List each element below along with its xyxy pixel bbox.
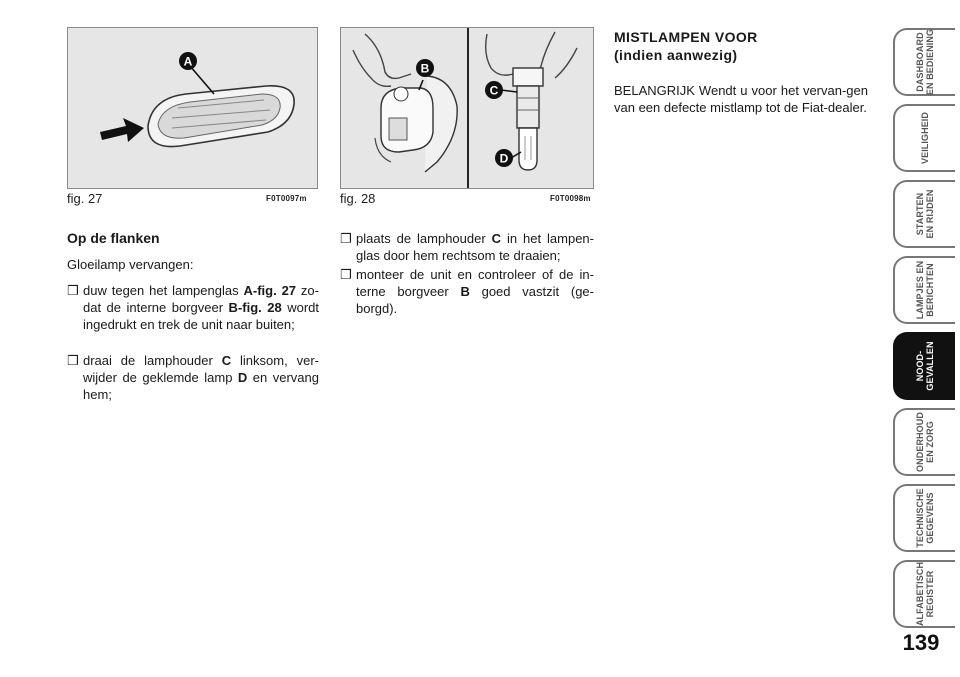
list-item: ❒ plaats de lamphouder C in het lampen-glas door hem rechtsom te draaien; bbox=[340, 231, 594, 263]
checkbox-bullet-icon: ❒ bbox=[340, 231, 352, 246]
section-heading-flanks: Op de flanken bbox=[67, 230, 160, 246]
list-item: ❒ monteer de unit en controleer of de in-terne borgveer B goed vastzit (ge-borgd). bbox=[340, 267, 594, 316]
tab-dashboard[interactable]: DASHBOARD EN BEDIENING bbox=[893, 28, 955, 96]
fig28-code: F0T0098m bbox=[550, 194, 591, 203]
fig28-label-c: C bbox=[489, 83, 499, 98]
figure-27 bbox=[67, 27, 318, 189]
tab-emergencies[interactable]: NOOD- GEVALLEN bbox=[893, 332, 955, 400]
fig27-caption: fig. 27 bbox=[67, 191, 103, 206]
list-item: ❒ draai de lamphouder C linksom, ver-wijder de geklemde lamp D en vervang hem; bbox=[67, 353, 320, 402]
fig27-code: F0T0097m bbox=[266, 194, 307, 203]
page-number: 139 bbox=[902, 630, 940, 655]
fig28-label-b: B bbox=[420, 61, 430, 76]
tab-lights-messages[interactable]: LAMPJES EN BERICHTEN bbox=[893, 256, 955, 324]
side-lamp-illustration bbox=[68, 28, 318, 189]
tab-alphabetical-index[interactable]: ALFABETISCH REGISTER bbox=[893, 560, 955, 628]
figure-28 bbox=[340, 27, 594, 189]
tab-maintenance[interactable]: ONDERHOUD EN ZORG bbox=[893, 408, 955, 476]
subheading-bulb-replace: Gloeilamp vervangen: bbox=[67, 257, 194, 272]
tab-technical-data[interactable]: TECHNISCHE GEGEVENS bbox=[893, 484, 955, 552]
section-subtitle-if-present: (indien aanwezig) bbox=[614, 47, 738, 63]
lamp-holder-illustration bbox=[341, 28, 594, 189]
push-arrow-icon bbox=[100, 118, 144, 142]
fig28-caption: fig. 28 bbox=[340, 191, 376, 206]
fig27-label-a: A bbox=[183, 54, 193, 69]
tab-safety[interactable]: VEILIGHEID bbox=[893, 104, 955, 172]
tab-start-driving[interactable]: STARTEN EN RIJDEN bbox=[893, 180, 955, 248]
section-title-fog-lamps: MISTLAMPEN VOOR bbox=[614, 29, 758, 45]
checkbox-bullet-icon: ❒ bbox=[67, 283, 79, 298]
list-item: ❒ duw tegen het lampenglas A-fig. 27 zo-dat de interne borgveer B-fig. 28 wordt ingedrukt en trek de unit naar buiten; bbox=[67, 283, 319, 332]
fig28-label-d: D bbox=[499, 151, 509, 166]
checkbox-bullet-icon: ❒ bbox=[67, 353, 79, 368]
checkbox-bullet-icon: ❒ bbox=[340, 267, 352, 282]
important-note: BELANGRIJK Wendt u voor het vervan-gen van een defecte mistlamp tot de Fiat-dealer. bbox=[614, 83, 868, 115]
